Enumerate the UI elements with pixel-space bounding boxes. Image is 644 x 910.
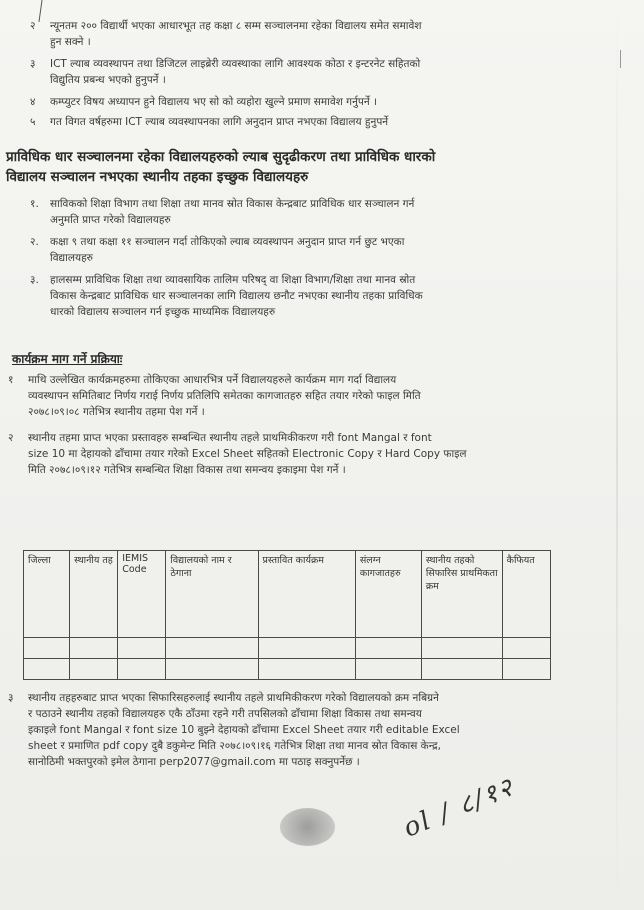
list-item-continuation: हुन सक्ने । — [50, 36, 91, 48]
process-continuation: मिति २०७८।०९।१२ गतेभित्र सम्बन्धित शिक्षा विकास तथा समन्वय इकाइमा पेश गर्ने । — [28, 464, 346, 476]
table-cell — [421, 659, 502, 680]
table-cell — [502, 638, 550, 659]
list-item — [30, 196, 414, 212]
item-text: कक्षा ९ तथा कक्षा ११ सञ्चालन गर्दा तोकिएको ल्याब व्यवस्थापन अनुदान प्राप्त गर्न छुट भएका — [50, 236, 405, 248]
list-item — [30, 234, 404, 250]
item-text: स्थानीय तहहरुबाट प्राप्त भएका सिफारिसहरुलाई स्थानीय तहले प्राथमिकीकरण गरेको विद्यालयको क्रम नबिग्रने — [28, 692, 439, 704]
item-text: गत विगत वर्षहरुमा ICT ल्याब व्यवस्थापनका लागि अनुदान प्राप्त नभएका विद्यालय हुनुपर्ने — [50, 116, 389, 128]
list-item-continuation: विकास केन्द्रबाट प्राविधिक धार सञ्चालनका लागि विद्यालय छनौट नभएका स्थानीय तहका प्राविधिक — [50, 290, 423, 302]
section-heading-line1: प्राविधिक धार सञ्चालनमा रहेका विद्यालयहरुको ल्याब सुदृढीकरण तथा प्राविधिक धारको — [6, 149, 436, 165]
table-cell — [70, 659, 118, 680]
item-text: साविकको शिक्षा विभाग तथा शिक्षा तथा मानव स्रोत विकास केन्द्रबाट प्राविधिक धार सञ्चालन गर्न — [50, 198, 415, 210]
list-item-continuation: विद्यालयहरु — [50, 252, 93, 264]
table-cell — [258, 638, 355, 659]
table-cell — [24, 638, 70, 659]
process-continuation: sheet र प्रमाणित pdf copy दुबै डकुमेन्ट मिति २०७८।०९।१६ गतेभित्र शिक्षा तथा मानव स्रोत विकास केन्द्र, — [28, 740, 441, 752]
table-cell — [166, 638, 258, 659]
list-item — [30, 56, 420, 72]
item-text: न्यूनतम २०० विद्यार्थी भएका आधारभूत तह कक्षा ८ सम्म सञ्चालनमा रहेका विद्यालय समेत समावेश — [50, 20, 422, 32]
table-header-row — [24, 551, 551, 638]
list-item — [30, 272, 415, 288]
table-cell — [355, 638, 421, 659]
process-continuation: २०७८।०९।०८ गतेभित्र स्थानीय तहमा पेश गर्ने । — [28, 406, 205, 418]
item-number: २ — [8, 432, 14, 444]
process-item — [8, 372, 396, 388]
table-cell — [166, 659, 258, 680]
list-item — [30, 18, 422, 34]
item-number: ३. — [30, 274, 39, 286]
table-cell — [118, 638, 166, 659]
list-item-continuation: अनुमति प्राप्त गरेको विद्यालयहरु — [50, 214, 171, 226]
item-number: २ — [30, 20, 36, 32]
list-item — [30, 114, 388, 130]
submission-format-table — [23, 550, 551, 680]
item-number: ३ — [8, 692, 14, 704]
table-cell — [118, 659, 166, 680]
list-item — [30, 94, 377, 110]
item-number: ५ — [30, 116, 36, 128]
table-row — [24, 638, 551, 659]
table-header-cell: संलग्न कागजातहरु — [355, 551, 421, 638]
table-header-cell: विद्यालयको नाम र ठेगाना — [166, 551, 258, 638]
item-number: २. — [30, 236, 39, 248]
table-cell — [502, 659, 550, 680]
item-number: ३ — [30, 58, 36, 70]
item-text: ICT ल्याब व्यवस्थापन तथा डिजिटल लाइब्रेरी व्यवस्थाका लागि आवश्यक कोठा र इन्टरनेट सहितको — [50, 58, 421, 70]
item-number: १. — [30, 198, 39, 210]
table-cell — [258, 659, 355, 680]
table-row — [24, 659, 551, 680]
process-item — [8, 430, 432, 446]
item-text: कम्प्युटर विषय अध्यापन हुने विद्यालय भए सो को व्यहोरा खुल्ने प्रमाण समावेश गर्नुपर्ने । — [50, 96, 378, 108]
process-continuation: size 10 मा देहायको ढाँचामा तयार गरेको Excel Sheet सहितको Electronic Copy र Hard Copy फाइल — [28, 448, 467, 460]
process-title: कार्यक्रम माग गर्ने प्रक्रियाः — [12, 352, 123, 366]
process-continuation: र पठाउने स्थानीय तहको विद्यालयहरु एकै ठाँउमा रहने गरी तपसिलको ढाँचामा शिक्षा विकास तथा समन्वय — [28, 708, 422, 720]
table-header-cell: कैफियत — [502, 551, 550, 638]
item-number: १ — [8, 374, 14, 386]
table-cell — [70, 638, 118, 659]
process-item — [8, 690, 439, 706]
table-header-cell: जिल्ला — [24, 551, 70, 638]
item-text: स्थानीय तहमा प्राप्त भएका प्रस्तावहरु सम्बन्धित स्थानीय तहले प्राथमिकीकरण गरी font Mangal र font — [28, 432, 432, 444]
table-cell — [355, 659, 421, 680]
office-stamp — [280, 808, 335, 846]
scan-mark — [620, 50, 621, 68]
table-cell — [24, 659, 70, 680]
list-item-continuation: विद्युतिय प्रबन्ध भएको हुनुपर्ने । — [50, 74, 166, 86]
table-header-cell: स्थानीय तह — [70, 551, 118, 638]
item-text: हालसम्म प्राविधिक शिक्षा तथा व्यावसायिक तालिम परिषद् वा शिक्षा विभाग/शिक्षा तथा मानव स्रोत — [50, 274, 416, 286]
process-continuation: व्यवस्थापन समितिबाट निर्णय गराई निर्णय प्रतिलिपि समेतका कागजातहरु सहित तयार गरेको फाइल मिति — [28, 390, 421, 402]
table-header-cell: स्थानीय तहको सिफारिस प्राथमिकता क्रम — [421, 551, 502, 638]
list-item-continuation: धारको विद्यालय सञ्चालन गर्न इच्छुक माध्यमिक विद्यालयहरु — [50, 306, 276, 318]
signature: ol / ८/१२ — [399, 772, 519, 844]
process-continuation: सानोठिमी भक्तपुरको इमेल ठेगाना perp2077@gmail.com मा पठाइ सक्नुपर्नेछ । — [28, 756, 360, 768]
section-heading-line2: विद्यालय सञ्चालन नभएका स्थानीय तहका इच्छुक विद्यालयहरु — [6, 169, 309, 185]
process-continuation: इकाइले font Mangal र font size 10 बुझ्ने देहायको ढाँचामा Excel Sheet तयार गरी editable Excel — [28, 724, 460, 736]
table-header-cell: प्रस्तावित कार्यक्रम — [258, 551, 355, 638]
item-text: माथि उल्लेखित कार्यक्रमहरुमा तोकिएका आधारभित्र पर्ने विद्यालयहरुले कार्यक्रम माग गर्दा विद्यालय — [28, 374, 397, 386]
table-header-cell: IEMIS Code — [118, 551, 166, 638]
table-cell — [421, 638, 502, 659]
page-fold-line — [616, 0, 618, 910]
item-number: ४ — [30, 96, 36, 108]
